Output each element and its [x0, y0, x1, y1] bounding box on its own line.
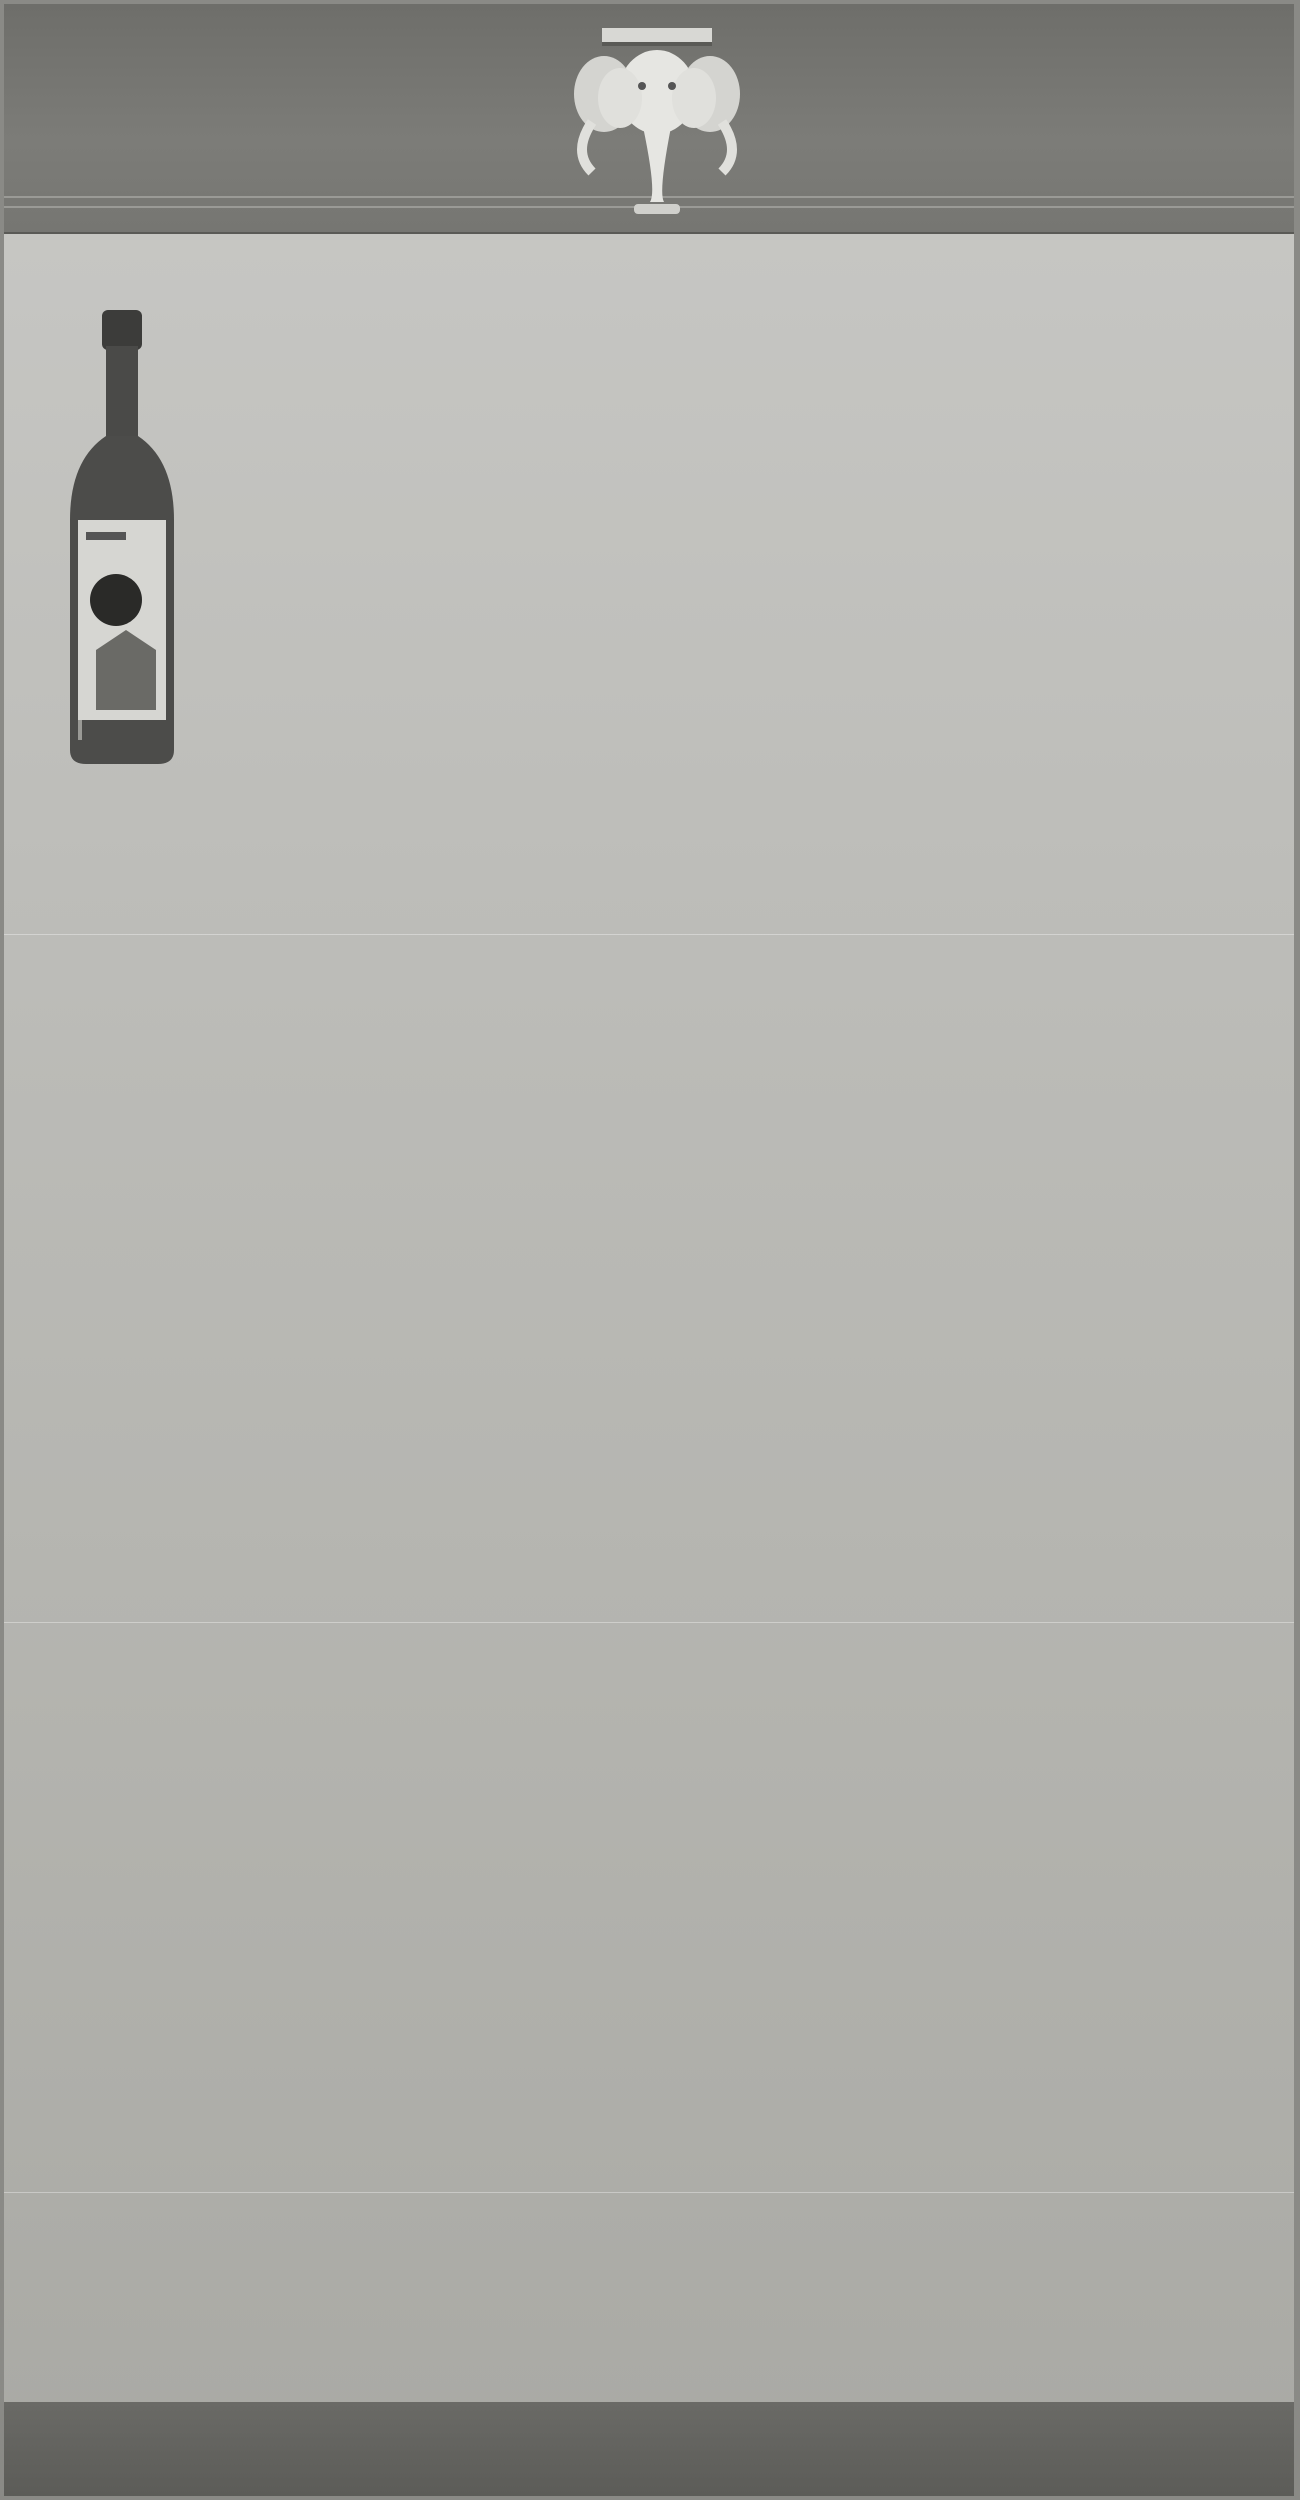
footer-band: [4, 2402, 1294, 2496]
wine-list: [4, 4, 1294, 2424]
wine-menu-page: [4, 4, 1294, 2496]
